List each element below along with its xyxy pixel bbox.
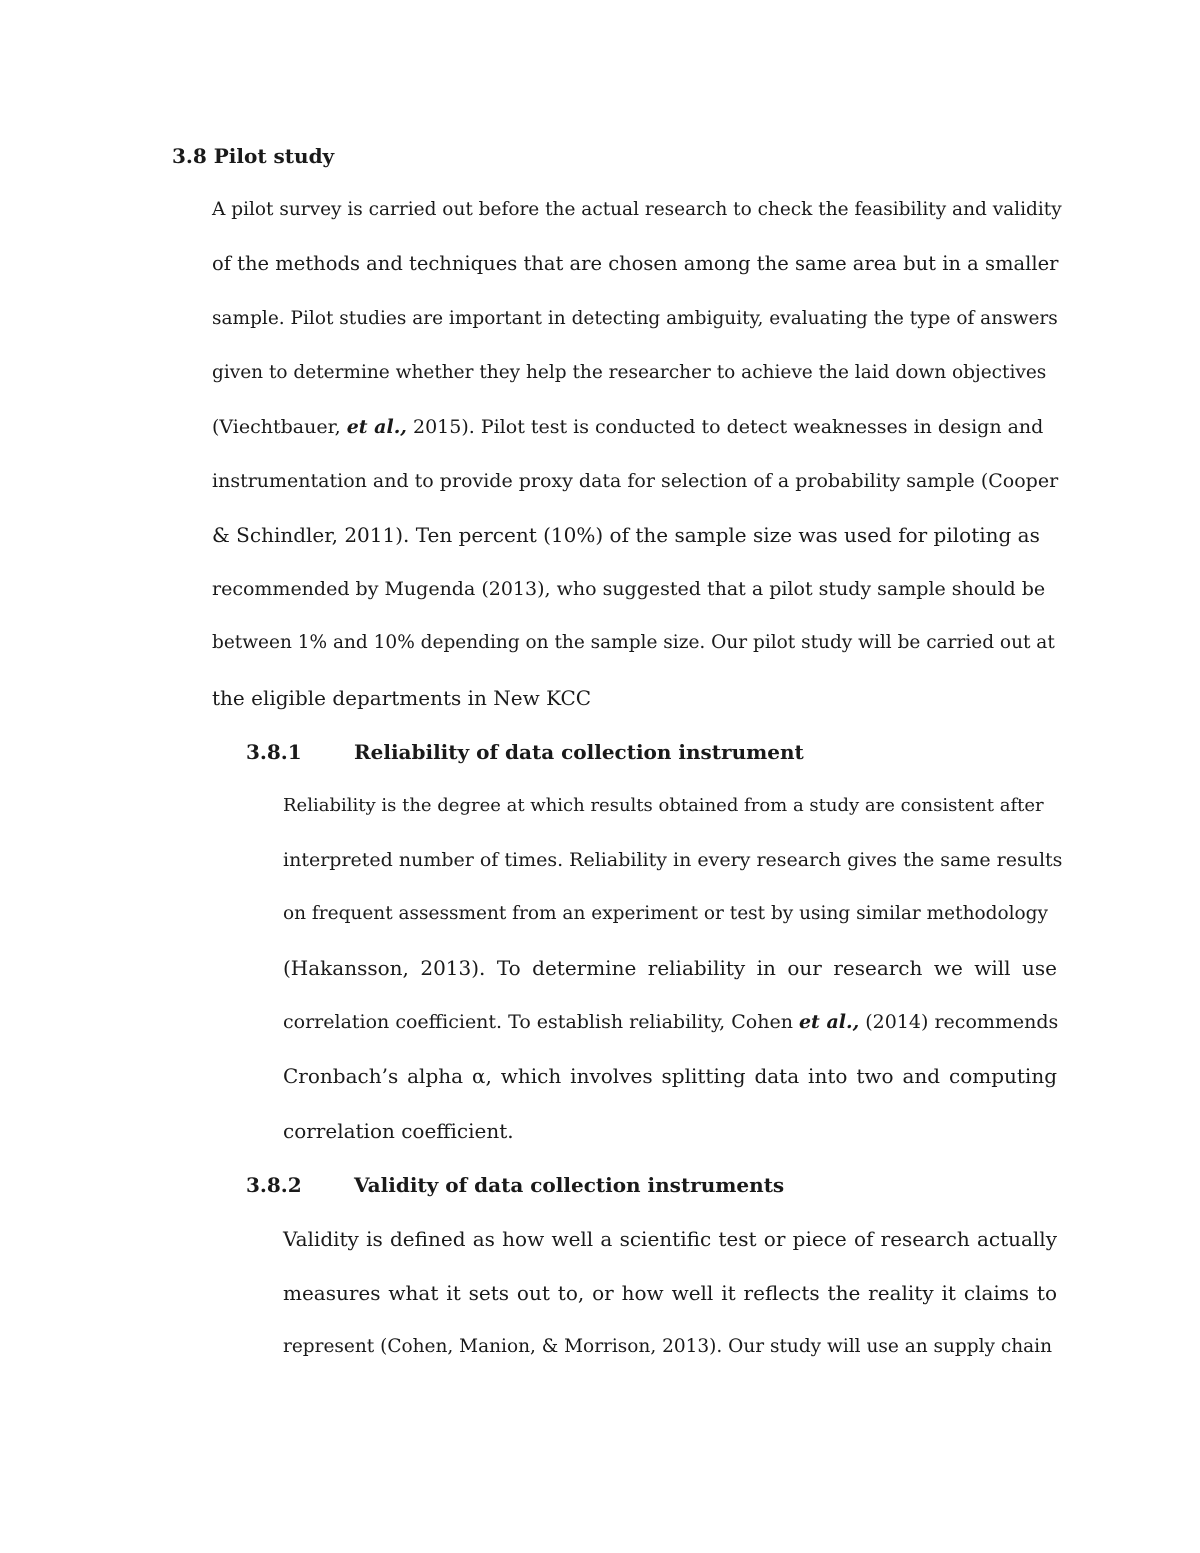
italic-citation: et al., (346, 416, 407, 438)
text-span: (Viechtbauer, (212, 416, 347, 438)
text-span: (2014) recommends (859, 1011, 1059, 1033)
paragraph-line: sample. Pilot studies are important in detecting ambiguity, evaluating the type of answers (212, 308, 1058, 329)
paragraph-line (283, 1010, 1058, 1034)
italic-citation: et al., (798, 1011, 860, 1033)
paragraph-line: Validity is defined as how well a scientific test or piece of research actually (283, 1227, 1057, 1251)
subsection-title: Validity of data collection instruments (354, 1173, 785, 1197)
paragraph-line: (Hakansson, 2013). To determine reliability in our research we will use (283, 956, 1057, 980)
paragraph-line: the eligible departments in New KCC (212, 686, 592, 710)
paragraph-line: of the methods and techniques that are chosen among the same area but in a smaller (212, 252, 1059, 275)
paragraph-line: recommended by Mugenda (2013), who suggested that a pilot study sample should be (212, 578, 1046, 600)
text-span: correlation coefficient. To establish reliability, Cohen (283, 1011, 799, 1033)
paragraph-line: Reliability is the degree at which results obtained from a study are consistent after (283, 795, 1044, 816)
paragraph-line: represent (Cohen, Manion, & Morrison, 2013). Our study will use an supply chain (283, 1336, 1052, 1357)
paragraph-line: on frequent assessment from an experiment or test by using similar methodology (283, 903, 1048, 924)
subsection-number: 3.8.1 (246, 740, 302, 764)
section-heading: 3.8 Pilot study (172, 144, 335, 168)
paragraph-line (212, 415, 1043, 439)
subsection-title: Reliability of data collection instrument (354, 740, 804, 764)
subsection-number: 3.8.2 (246, 1173, 302, 1197)
paragraph-line: & Schindler, 2011). Ten percent (10%) of the sample size was used for piloting as (212, 523, 1040, 547)
paragraph-line: between 1% and 10% depending on the sample size. Our pilot study will be carried out at (212, 632, 1055, 653)
paragraph-line: A pilot survey is carried out before the actual research to check the feasibility and validity (212, 199, 1062, 220)
paragraph-line: correlation coefficient. (283, 1119, 514, 1143)
paragraph-line: Cronbach’s alpha α, which involves splitting data into two and computing (283, 1064, 1057, 1088)
paragraph-line: interpreted number of times. Reliability in every research gives the same results (283, 849, 1063, 871)
paragraph-line: instrumentation and to provide proxy data for selection of a probability sample (Cooper (212, 470, 1059, 492)
paragraph-line: given to determine whether they help the researcher to achieve the laid down objectives (212, 362, 1047, 383)
paragraph-line: measures what it sets out to, or how well it reflects the reality it claims to (283, 1281, 1057, 1305)
text-span: 2015). Pilot test is conducted to detect weaknesses in design and (406, 416, 1044, 438)
